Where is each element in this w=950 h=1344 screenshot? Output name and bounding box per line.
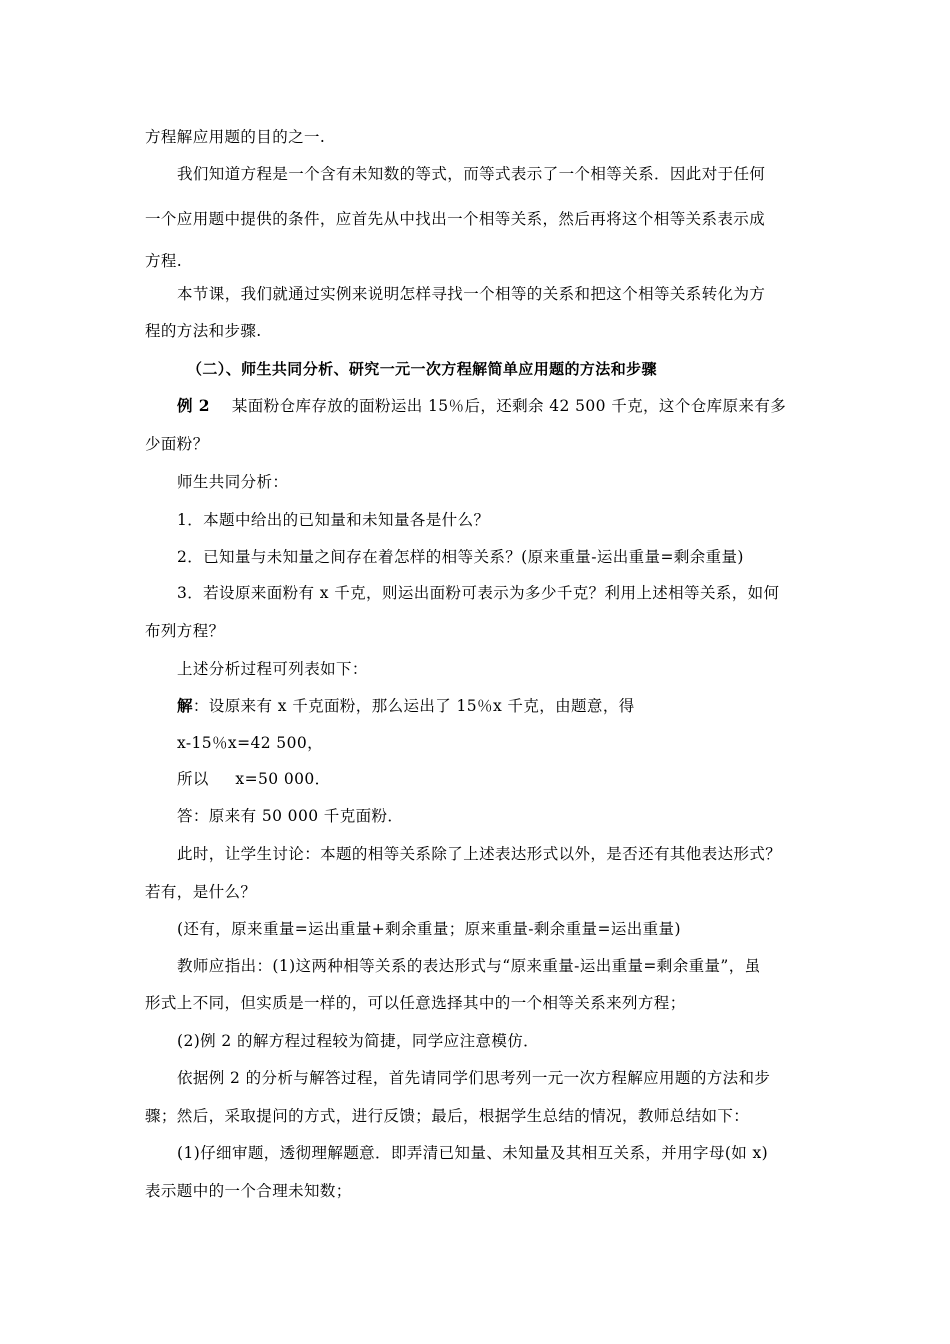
question-item: 1．本题中给出的已知量和未知量各是什么？ [177,511,490,529]
paragraph-line: 程的方法和步骤. [145,322,262,340]
paragraph-line: (还有，原来重量=运出重量+剩余重量；原来重量-剩余重量=运出重量) [177,920,681,938]
paragraph-line: 依据例 2 的分析与解答过程，首先请同学们思考列一元一次方程解应用题的方法和步 [177,1069,771,1087]
paragraph-line: 若有，是什么？ [145,883,257,901]
paragraph-line: 此时，让学生讨论：本题的相等关系除了上述表达形式以外，是否还有其他表达形式？ [177,845,782,863]
paragraph-line: 布列方程？ [145,622,225,640]
example-text: 某面粉仓库存放的面粉运出 15％后，还剩余 42 500 千克，这个仓库原来有多 [231,397,787,415]
section-heading: （二）、师生共同分析、研究一元一次方程解简单应用题的方法和步骤 [187,360,657,378]
paragraph-line: 一个应用题中提供的条件，应首先从中找出一个相等关系，然后再将这个相等关系表示成 [145,210,766,228]
paragraph-line: 我们知道方程是一个含有未知数的等式，而等式表示了一个相等关系．因此对于任何 [177,165,766,183]
paragraph-line: 骤；然后，采取提问的方式，进行反馈；最后，根据学生总结的情况，教师总结如下： [145,1107,750,1125]
paragraph-line: (1)仔细审题，透彻理解题意．即弄清已知量、未知量及其相互关系，并用字母(如 x) [177,1144,769,1162]
solution-line [177,696,837,716]
solution-text: ：设原来有 x 千克面粉，那么运出了 15％x 千克，由题意，得 [192,697,635,715]
paragraph-line: 方程解应用题的目的之一. [145,128,326,146]
example-label: 例 2 [177,396,210,415]
paragraph-line: 形式上不同，但实质是一样的，可以任意选择其中的一个相等关系来列方程； [145,994,686,1012]
paragraph-line: 上述分析过程可列表如下： [177,660,368,678]
paragraph-line: 方程. [145,252,183,270]
solution-label: 解 [177,696,193,715]
paragraph-line: 师生共同分析： [177,473,289,491]
example-line [177,396,837,416]
paragraph-line: 少面粉？ [145,435,209,453]
question-item: 2．已知量与未知量之间存在着怎样的相等关系？(原来重量-运出重量=剩余重量) [177,548,744,566]
paragraph-line: 表示题中的一个合理未知数； [145,1182,352,1200]
paragraph-line: 本节课，我们就通过实例来说明怎样寻找一个相等的关系和把这个相等关系转化为方 [177,285,766,303]
paragraph-line: (2)例 2 的解方程过程较为简捷，同学应注意模仿． [177,1032,540,1050]
paragraph-line: 教师应指出：(1)这两种相等关系的表达形式与“原来重量-运出重量=剩余重量”，虽 [177,957,761,975]
answer-line: 答：原来有 50 000 千克面粉． [177,807,404,825]
question-item: 3．若设原来面粉有 x 千克，则运出面粉可表示为多少千克？利用上述相等关系，如何 [177,584,780,602]
equation-line: x-15％x=42 500， [177,734,323,752]
equation-line: 所以 x=50 000． [177,770,331,788]
